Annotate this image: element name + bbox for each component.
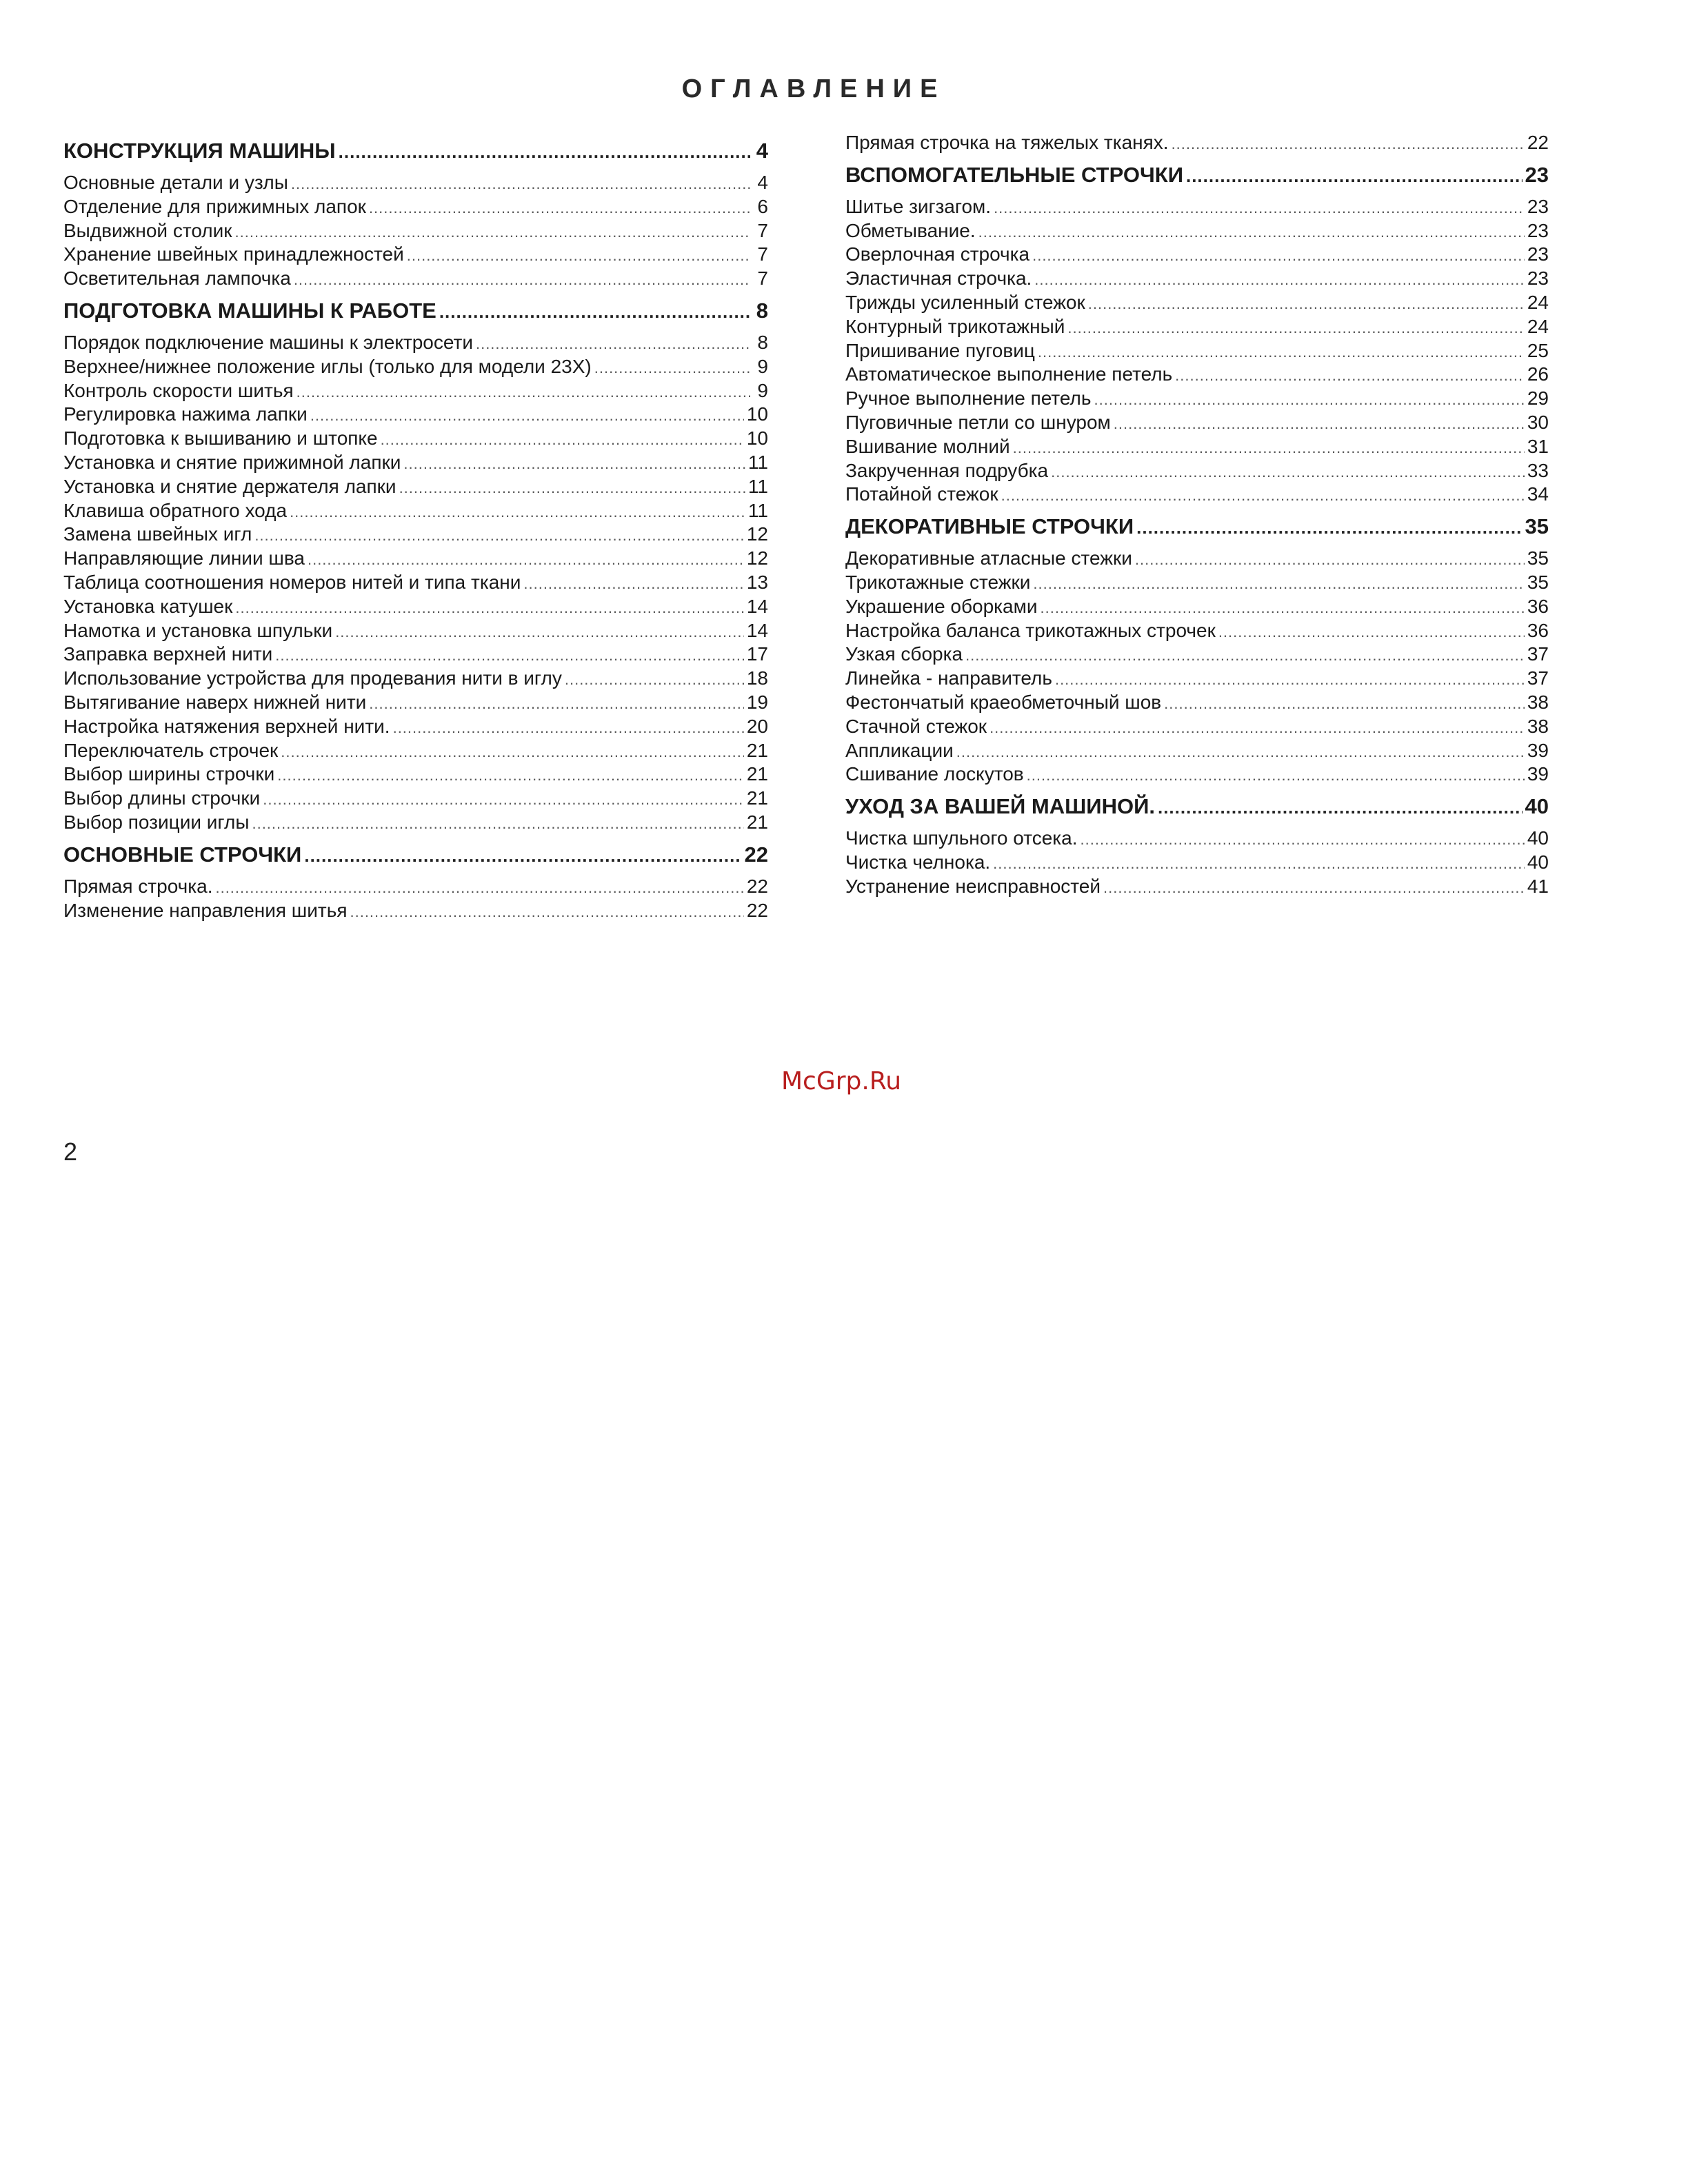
toc-entry-label: Установка и снятие держателя лапки xyxy=(63,475,396,497)
toc-entry-page: 14 xyxy=(746,619,768,641)
toc-dot-leader xyxy=(989,716,1525,740)
toc-entry xyxy=(845,131,1549,155)
toc-entry-page: 38 xyxy=(1527,715,1549,737)
toc-entry-page: 38 xyxy=(1527,691,1549,713)
toc-entry-page: 12 xyxy=(746,547,768,569)
toc-entry xyxy=(845,762,1549,787)
toc-entry xyxy=(845,267,1549,291)
toc-dot-leader xyxy=(335,620,744,645)
toc-entry xyxy=(63,243,768,267)
toc-left-column xyxy=(63,131,768,922)
toc-dot-leader xyxy=(1186,156,1523,196)
toc-section-heading xyxy=(63,131,768,171)
toc-entry xyxy=(845,851,1549,875)
toc-entry-page: 4 xyxy=(756,139,768,163)
toc-entry-page: 21 xyxy=(746,739,768,761)
toc-dot-leader xyxy=(523,572,743,596)
toc-dot-leader xyxy=(1114,412,1525,436)
toc-entry-label: Автоматическое выполнение петель xyxy=(845,363,1173,385)
toc-dot-leader xyxy=(993,852,1525,876)
toc-entry xyxy=(63,762,768,787)
toc-entry-label: ДЕКОРАТИВНЫЕ СТРОЧКИ xyxy=(845,514,1134,539)
toc-entry-page: 18 xyxy=(746,667,768,689)
toc-dot-leader xyxy=(1027,764,1525,788)
toc-entry-label: Выбор ширины строчки xyxy=(63,763,275,785)
toc-entry xyxy=(63,451,768,475)
toc-entry-page: 30 xyxy=(1527,411,1549,433)
toc-dot-leader xyxy=(1032,244,1525,268)
toc-entry-page: 23 xyxy=(1527,219,1549,241)
toc-dot-leader xyxy=(235,221,750,245)
toc-entry xyxy=(63,267,768,291)
toc-entry xyxy=(63,875,768,899)
toc-entry-page: 8 xyxy=(756,298,768,323)
toc-entry-label: Таблица соотношения номеров нитей и типа ткани xyxy=(63,571,521,593)
toc-entry-page: 35 xyxy=(1525,514,1549,539)
toc-entry-label: ОСНОВНЫЕ СТРОЧКИ xyxy=(63,842,302,867)
toc-entry-label: Использование устройства для продевания нити в иглу xyxy=(63,667,562,689)
toc-entry xyxy=(845,739,1549,763)
toc-entry xyxy=(845,643,1549,667)
toc-entry-page: 24 xyxy=(1527,291,1549,313)
toc-entry xyxy=(845,595,1549,619)
toc-entry-page: 17 xyxy=(746,643,768,665)
toc-entry-label: Изменение направления шитья xyxy=(63,899,348,921)
toc-entry-page: 39 xyxy=(1527,763,1549,785)
toc-entry-page: 40 xyxy=(1527,827,1549,849)
toc-dot-leader xyxy=(381,428,744,452)
toc-dot-leader xyxy=(1088,292,1525,316)
toc-entry xyxy=(845,243,1549,267)
toc-entry xyxy=(845,315,1549,339)
toc-entry-label: Закрученная подрубка xyxy=(845,459,1049,481)
toc-entry-label: Выдвижной столик xyxy=(63,219,232,241)
toc-entry-page: 40 xyxy=(1525,794,1549,819)
toc-entry-label: Чистка челнока. xyxy=(845,851,991,873)
toc-dot-leader xyxy=(290,501,745,525)
toc-dot-leader xyxy=(1067,316,1524,341)
toc-entry xyxy=(845,619,1549,643)
toc-entry-page: 41 xyxy=(1527,875,1549,897)
toc-entry-page: 35 xyxy=(1527,547,1549,569)
toc-entry-page: 22 xyxy=(746,875,768,897)
toc-entry-page: 21 xyxy=(746,787,768,809)
toc-entry xyxy=(63,523,768,547)
toc-entry-label: Контроль скорости шитья xyxy=(63,379,294,401)
toc-dot-leader xyxy=(1041,596,1525,620)
toc-dot-leader xyxy=(1094,388,1524,412)
toc-entry-page: 9 xyxy=(757,379,768,401)
toc-entry-page: 12 xyxy=(746,523,768,545)
toc-dot-leader xyxy=(369,692,744,716)
watermark-text: McGrp.Ru xyxy=(781,1067,902,1095)
toc-dot-leader xyxy=(281,740,744,765)
toc-entry-label: Контурный трикотажный xyxy=(845,315,1065,337)
toc-dot-leader xyxy=(403,452,745,476)
toc-section-heading xyxy=(63,835,768,875)
toc-entry-label: Обметывание. xyxy=(845,219,976,241)
toc-entry-label: Пришивание пуговиц xyxy=(845,339,1035,361)
toc-entry-label: Вшивание молний xyxy=(845,435,1010,457)
toc-entry-label: Направляющие линии шва xyxy=(63,547,305,569)
toc-entry-page: 34 xyxy=(1527,483,1549,505)
toc-entry-label: Настройка баланса трикотажных строчек xyxy=(845,619,1216,641)
toc-entry-label: ПОДГОТОВКА МАШИНЫ К РАБОТЕ xyxy=(63,298,436,323)
toc-entry xyxy=(845,715,1549,739)
toc-section-heading xyxy=(845,787,1549,827)
toc-entry-label: Сшивание лоскутов xyxy=(845,763,1024,785)
toc-entry-label: Пуговичные петли со шнуром xyxy=(845,411,1111,433)
toc-entry-page: 11 xyxy=(747,451,768,473)
toc-entry-page: 7 xyxy=(757,243,768,265)
toc-dot-leader xyxy=(310,404,744,428)
toc-entry xyxy=(63,619,768,643)
toc-entry-label: Установка и снятие прижимной лапки xyxy=(63,451,401,473)
toc-dot-leader xyxy=(956,740,1525,765)
toc-entry-page: 7 xyxy=(757,267,768,290)
toc-dot-leader xyxy=(1218,620,1525,645)
toc-entry-label: ВСПОМОГАТЕЛЬНЫЕ СТРОЧКИ xyxy=(845,162,1183,187)
toc-entry-label: Верхнее/нижнее положение иглы (только для модели 23X) xyxy=(63,355,592,377)
toc-entry xyxy=(63,811,768,835)
toc-entry-page: 31 xyxy=(1527,435,1549,457)
toc-entry-label: Осветительная лампочка xyxy=(63,267,291,290)
toc-section-heading xyxy=(845,507,1549,547)
toc-entry xyxy=(63,331,768,355)
toc-entry xyxy=(63,643,768,667)
toc-dot-leader xyxy=(978,221,1525,245)
toc-entry-label: Вытягивание наверх нижней нити xyxy=(63,691,367,713)
toc-entry-label: Оверлочная строчка xyxy=(845,243,1030,265)
toc-section-heading xyxy=(845,155,1549,195)
toc-dot-leader xyxy=(994,196,1525,221)
toc-entry xyxy=(63,547,768,571)
page-number: 2 xyxy=(63,1138,78,1166)
toc-entry xyxy=(63,171,768,195)
toc-entry xyxy=(845,219,1549,243)
toc-entry xyxy=(845,483,1549,507)
toc-entry-page: 39 xyxy=(1527,739,1549,761)
toc-entry-label: Установка катушек xyxy=(63,595,233,617)
toc-entry xyxy=(63,899,768,923)
toc-entry-page: 22 xyxy=(1527,132,1549,153)
toc-entry-label: Устранение неисправностей xyxy=(845,875,1101,897)
toc-entry-label: Заправка верхней нити xyxy=(63,643,273,665)
toc-entry xyxy=(845,827,1549,851)
toc-dot-leader xyxy=(1135,548,1525,572)
toc-entry xyxy=(63,475,768,499)
toc-dot-leader xyxy=(439,292,750,332)
toc-dot-leader xyxy=(1158,787,1523,827)
toc-dot-leader xyxy=(1172,132,1525,156)
toc-entry-page: 26 xyxy=(1527,363,1549,385)
toc-entry xyxy=(63,595,768,619)
toc-dot-leader xyxy=(275,644,744,668)
toc-entry-label: Шитье зигзагом. xyxy=(845,195,992,217)
toc-entry xyxy=(63,715,768,739)
toc-section-heading xyxy=(63,291,768,331)
toc-entry-label: Фестончатый краеобметочный шов xyxy=(845,691,1162,713)
toc-entry xyxy=(63,499,768,523)
toc-entry-page: 10 xyxy=(746,403,768,425)
toc-entry-page: 29 xyxy=(1527,387,1549,410)
toc-entry xyxy=(845,875,1549,899)
toc-entry-page: 24 xyxy=(1527,315,1549,337)
toc-entry xyxy=(845,411,1549,435)
toc-dot-leader xyxy=(1103,876,1525,900)
page-title: ОГЛАВЛЕНИЕ xyxy=(681,74,946,103)
toc-entry xyxy=(63,787,768,811)
toc-entry xyxy=(63,379,768,403)
toc-dot-leader xyxy=(308,548,744,572)
toc-entry-label: Стачной стежок xyxy=(845,715,987,737)
toc-dot-leader xyxy=(350,900,743,924)
toc-entry-page: 22 xyxy=(744,842,768,867)
toc-entry-label: Замена швейных игл xyxy=(63,523,252,545)
toc-entry-page: 20 xyxy=(746,715,768,737)
toc-entry-label: Трижды усиленный стежок xyxy=(845,291,1085,313)
toc-entry xyxy=(845,459,1549,483)
toc-dot-leader xyxy=(565,668,744,692)
toc-entry xyxy=(845,363,1549,387)
toc-dot-leader xyxy=(291,172,750,196)
toc-entry-page: 21 xyxy=(746,811,768,833)
toc-entry xyxy=(845,387,1549,411)
toc-dot-leader xyxy=(294,268,750,292)
toc-entry xyxy=(845,195,1549,219)
toc-entry-label: Чистка шпульного отсека. xyxy=(845,827,1078,849)
toc-dot-leader xyxy=(297,381,750,405)
toc-entry-label: Отделение для прижимных лапок xyxy=(63,195,366,217)
toc-entry xyxy=(63,667,768,691)
toc-entry-label: Настройка натяжения верхней нити. xyxy=(63,715,390,737)
toc-dot-leader xyxy=(399,476,745,501)
toc-entry-page: 25 xyxy=(1527,339,1549,361)
toc-entry-label: Регулировка нажима лапки xyxy=(63,403,308,425)
toc-entry-label: Прямая строчка на тяжелых тканях. xyxy=(845,132,1169,153)
toc-entry-page: 21 xyxy=(746,763,768,785)
toc-entry-page: 4 xyxy=(757,172,768,193)
toc-entry-page: 7 xyxy=(757,219,768,241)
toc-entry-page: 10 xyxy=(746,427,768,449)
toc-entry-label: Потайной стежок xyxy=(845,483,998,505)
toc-entry-label: Узкая сборка xyxy=(845,643,963,665)
toc-dot-leader xyxy=(1175,364,1525,388)
toc-entry xyxy=(63,355,768,379)
toc-entry xyxy=(845,691,1549,715)
toc-dot-leader xyxy=(965,644,1525,668)
toc-entry-label: Аппликации xyxy=(845,739,954,761)
toc-entry-page: 23 xyxy=(1527,195,1549,217)
toc-entry xyxy=(63,403,768,427)
toc-entry xyxy=(845,435,1549,459)
toc-entry xyxy=(845,339,1549,363)
toc-entry-page: 23 xyxy=(1527,243,1549,265)
toc-entry-label: Хранение швейных принадлежностей xyxy=(63,243,404,265)
toc-dot-leader xyxy=(393,716,744,740)
toc-entry xyxy=(63,739,768,763)
toc-entry-page: 40 xyxy=(1527,851,1549,873)
toc-entry-label: Подготовка к вышиванию и штопке xyxy=(63,427,378,449)
toc-dot-leader xyxy=(215,876,743,900)
toc-entry-page: 37 xyxy=(1527,667,1549,689)
toc-entry xyxy=(63,571,768,595)
toc-entry-label: Ручное выполнение петель xyxy=(845,387,1092,410)
toc-dot-leader xyxy=(254,524,744,548)
toc-entry-page: 8 xyxy=(757,331,768,353)
toc-dot-leader xyxy=(277,764,744,788)
toc-entry-page: 19 xyxy=(746,691,768,713)
toc-dot-leader xyxy=(407,244,750,268)
toc-entry-label: Украшение оборками xyxy=(845,595,1038,617)
toc-entry xyxy=(845,291,1549,315)
toc-dot-leader xyxy=(235,596,743,620)
toc-entry-label: Основные детали и узлы xyxy=(63,172,288,193)
toc-entry-page: 14 xyxy=(746,595,768,617)
toc-dot-leader xyxy=(1055,668,1525,692)
toc-entry-page: 33 xyxy=(1527,459,1549,481)
toc-entry xyxy=(63,219,768,243)
toc-entry-label: Эластичная строчка. xyxy=(845,267,1032,290)
toc-dot-leader xyxy=(263,788,744,812)
toc-dot-leader xyxy=(1013,436,1525,461)
toc-entry xyxy=(845,667,1549,691)
toc-entry-page: 37 xyxy=(1527,643,1549,665)
toc-right-column xyxy=(845,131,1549,899)
toc-entry-label: Намотка и установка шпульки xyxy=(63,619,333,641)
toc-dot-leader xyxy=(1034,268,1525,292)
toc-entry-label: Декоративные атласные стежки xyxy=(845,547,1132,569)
toc-entry-label: УХОД ЗА ВАШЕЙ МАШИНОЙ. xyxy=(845,794,1155,819)
toc-dot-leader xyxy=(1136,507,1522,547)
toc-entry-label: Прямая строчка. xyxy=(63,875,213,897)
toc-entry-page: 23 xyxy=(1525,162,1549,187)
toc-entry-label: Клавиша обратного хода xyxy=(63,499,288,521)
toc-entry-page: 36 xyxy=(1527,619,1549,641)
toc-entry xyxy=(63,691,768,715)
toc-entry xyxy=(63,427,768,451)
toc-dot-leader xyxy=(1081,828,1525,852)
toc-entry-label: КОНСТРУКЦИЯ МАШИНЫ xyxy=(63,139,336,163)
toc-entry-label: Линейка - направитель xyxy=(845,667,1052,689)
toc-entry-page: 36 xyxy=(1527,595,1549,617)
toc-entry-label: Трикотажные стежки xyxy=(845,571,1031,593)
toc-entry-page: 11 xyxy=(747,499,768,521)
toc-entry-page: 13 xyxy=(746,571,768,593)
toc-dot-leader xyxy=(594,356,750,381)
toc-entry-label: Выбор позиции иглы xyxy=(63,811,250,833)
toc-entry xyxy=(63,195,768,219)
toc-dot-leader xyxy=(252,812,743,836)
toc-entry-page: 6 xyxy=(757,195,768,217)
toc-entry-page: 23 xyxy=(1527,267,1549,290)
toc-entry-label: Переключатель строчек xyxy=(63,739,279,761)
toc-dot-leader xyxy=(1038,341,1525,365)
toc-dot-leader xyxy=(1164,692,1525,716)
toc-entry-page: 22 xyxy=(746,899,768,921)
toc-entry-page: 35 xyxy=(1527,571,1549,593)
toc-dot-leader xyxy=(369,196,750,221)
toc-entry-label: Порядок подключение машины к электросети xyxy=(63,331,473,353)
toc-entry xyxy=(845,571,1549,595)
toc-dot-leader xyxy=(1001,484,1525,508)
toc-entry-page: 9 xyxy=(757,355,768,377)
toc-entry-label: Выбор длины строчки xyxy=(63,787,261,809)
toc-entry xyxy=(845,547,1549,571)
toc-entry-page: 11 xyxy=(747,475,768,497)
toc-dot-leader xyxy=(1051,461,1525,485)
toc-dot-leader xyxy=(1033,572,1524,596)
toc-dot-leader xyxy=(476,332,750,356)
toc-dot-leader xyxy=(304,836,741,876)
toc-dot-leader xyxy=(339,132,750,172)
